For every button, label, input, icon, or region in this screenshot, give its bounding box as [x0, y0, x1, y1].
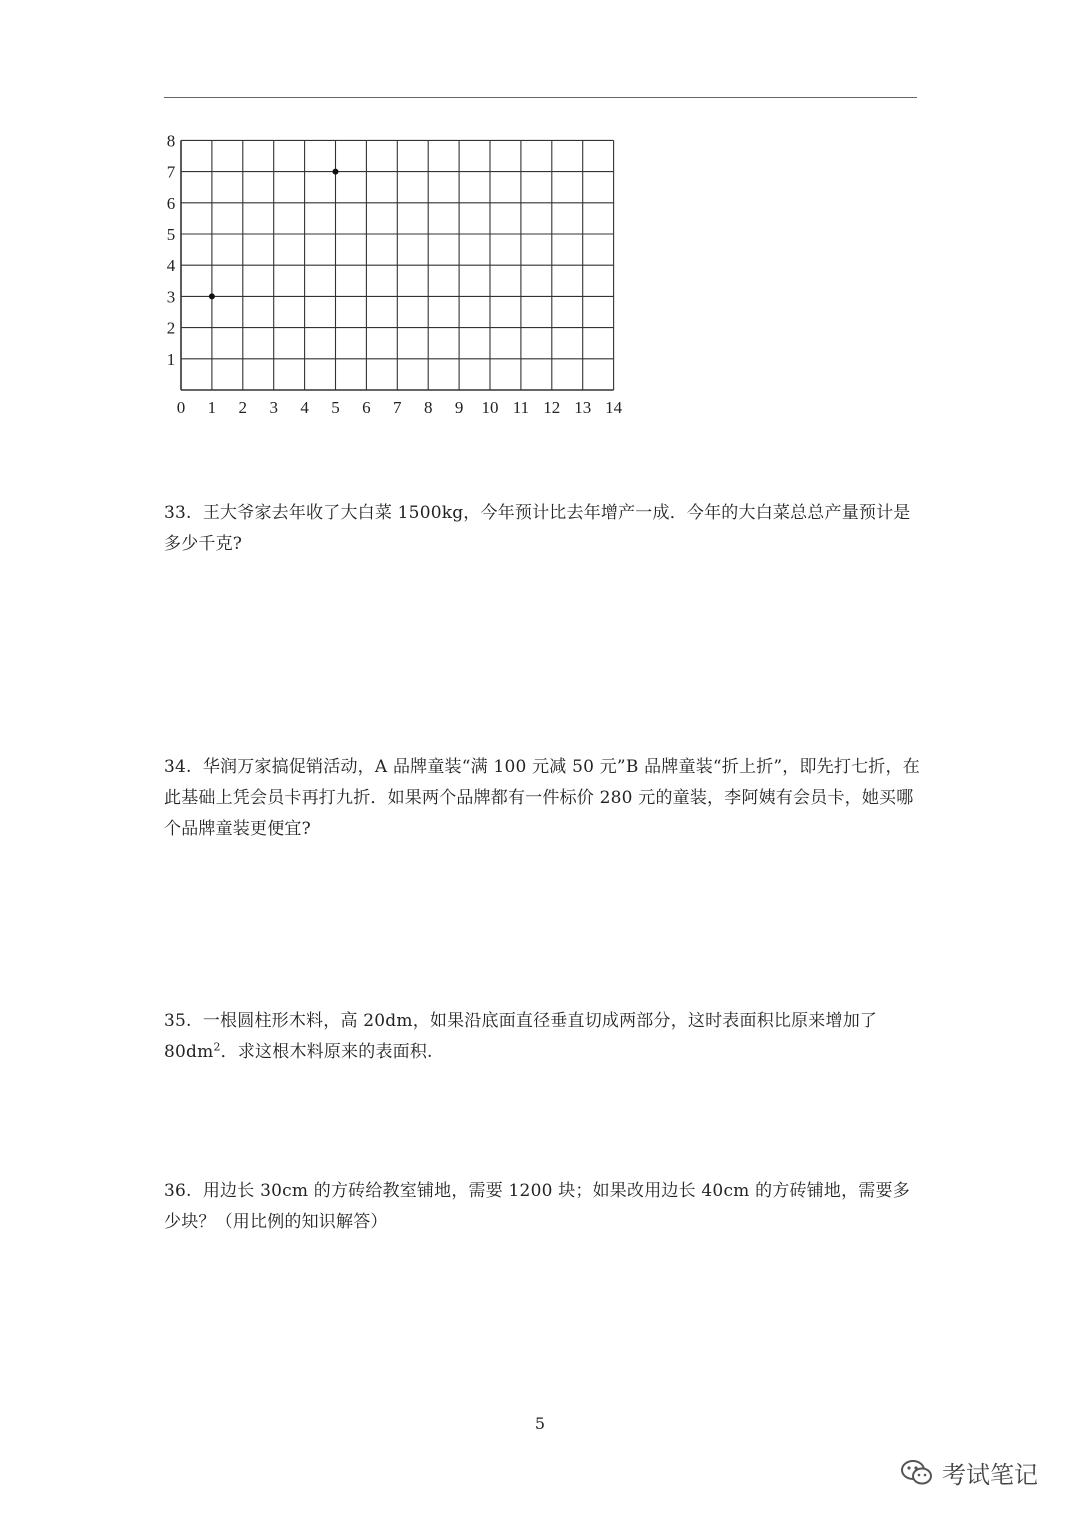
question-35-number: 35. [164, 1011, 192, 1031]
question-36-number: 36. [164, 1181, 192, 1201]
question-36 [164, 1176, 924, 1238]
y-tick-label: 4 [166, 256, 176, 276]
question-35-text-end: ．求这根木料原来的表面积. [220, 1042, 433, 1062]
question-35-superscript: 2 [213, 1040, 221, 1054]
y-tick-label: 1 [166, 349, 176, 369]
x-tick-label: 4 [300, 398, 309, 417]
x-tick-label: 10 [481, 398, 499, 417]
watermark-text: 考试笔记 [942, 1461, 1038, 1489]
y-tick-label: 7 [166, 162, 176, 182]
x-tick-label: 2 [238, 398, 248, 417]
x-tick-label: 9 [454, 398, 464, 417]
question-34-number: 34. [164, 757, 192, 777]
question-33-text: 王大爷家去年收了大白菜 1500kg，今年预计比去年增产一成．今年的大白菜总总产量预计是多少千克? [164, 503, 911, 554]
x-tick-label: 1 [207, 398, 217, 417]
question-33-number: 33. [164, 503, 192, 523]
x-tick-label: 0 [176, 398, 186, 417]
question-34 [164, 752, 924, 845]
y-tick-label: 2 [166, 318, 176, 338]
coordinate-grid [150, 125, 640, 425]
x-tick-label: 13 [574, 398, 592, 417]
watermark [900, 1455, 1038, 1490]
page-number: 5 [534, 1414, 546, 1433]
question-36-text: 用边长 30cm 的方砖给教室铺地，需要 1200 块；如果改用边长 40cm 的方砖铺地，需要多少块？（用比例的知识解答） [164, 1181, 910, 1232]
question-34-text: 华润万家搞促销活动，A 品牌童装“满 100 元减 50 元”B 品牌童装“折上折”，即先打七折，在此基础上凭会员卡再打九折．如果两个品牌都有一件标价 280 元的童装，李阿姨有会员卡，她买哪个品牌童装更便宜? [164, 757, 920, 839]
x-tick-label: 7 [393, 398, 402, 417]
wechat-icon [900, 1459, 934, 1487]
x-tick-label: 5 [331, 398, 340, 417]
header-rule [164, 97, 917, 98]
x-tick-label: 6 [362, 398, 371, 417]
x-tick-label: 11 [512, 398, 530, 417]
plot-point [209, 293, 215, 299]
question-33 [164, 498, 924, 560]
y-tick-label: 6 [166, 193, 176, 213]
y-tick-label: 5 [166, 225, 176, 244]
plot-point [333, 169, 339, 175]
x-tick-label: 3 [269, 398, 278, 417]
x-tick-label: 14 [605, 398, 623, 417]
y-tick-label: 3 [166, 287, 176, 307]
question-35-text: 一根圆柱形木料，高 20dm，如果沿底面直径垂直切成两部分，这时表面积比原来增加了 80dm [164, 1011, 878, 1062]
y-tick-label: 8 [166, 131, 176, 151]
x-tick-label: 8 [423, 398, 433, 417]
question-35 [164, 1006, 924, 1068]
x-tick-label: 12 [543, 398, 561, 417]
